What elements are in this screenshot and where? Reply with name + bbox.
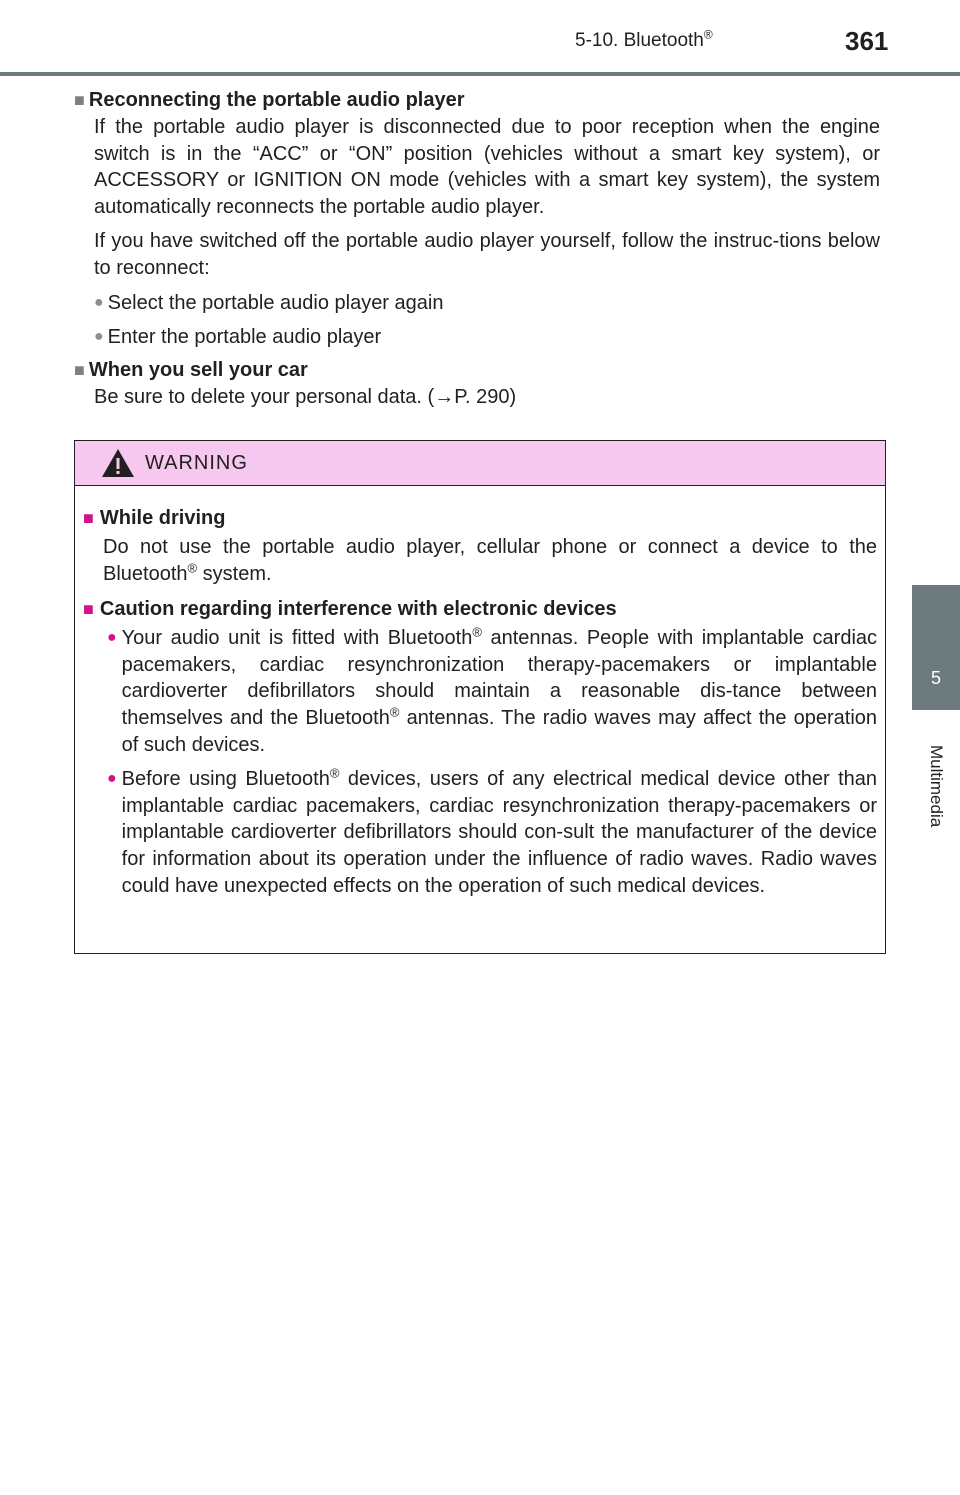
paragraph: If you have switched off the portable audio player yourself, follow the instruc-tions below to reconnect: — [94, 230, 880, 279]
circle-bullet-icon: ● — [94, 327, 104, 345]
main-content — [74, 86, 880, 410]
warning-body — [75, 486, 885, 899]
topic-heading: ■ Reconnecting the portable audio player — [74, 86, 880, 114]
circle-bullet-icon: ● — [94, 293, 104, 311]
warning-triangle-icon — [101, 448, 135, 478]
warning-section-heading: ■ While driving — [83, 504, 877, 532]
warning-list-item: ● Your audio unit is fitted with Bluetooth® antennas. People with implantable cardiac pacemakers, cardiac resynchronization therapy-pacemakers or implantable cardioverter defibrillators should maintain a reasonable dis-tance between themselves and the Bluetooth® antennas. The radio waves may affect the operation of such devices. — [107, 625, 877, 758]
paragraph: If the portable audio player is disconnected due to poor reception when the engine switch is in the “ACC” or “ON” position (vehicles without a smart key system), or ACCESSORY or IGNITION ON mode (vehicles with a smart key system), the system automatically reconnects the portable audio player. — [94, 116, 880, 218]
circle-bullet-icon: ● — [107, 770, 117, 788]
list-item: ● Enter the portable audio player — [94, 325, 382, 348]
chapter-label: Multimedia — [927, 745, 946, 828]
square-bullet-icon: ■ — [74, 359, 85, 380]
warning-section-heading: ■ Caution regarding interference with electronic devices — [83, 595, 877, 623]
list-item: ● Select the portable audio player again — [94, 291, 444, 314]
square-bullet-icon: ■ — [83, 508, 94, 528]
warning-header — [75, 441, 885, 486]
chapter-number: 5 — [930, 668, 941, 688]
header-rule — [0, 72, 960, 76]
circle-bullet-icon: ● — [107, 629, 117, 647]
square-bullet-icon: ■ — [74, 90, 85, 110]
page-number: 361 — [845, 26, 889, 56]
square-bullet-icon: ■ — [83, 599, 94, 620]
topic-heading: ■ When you sell your car — [74, 356, 880, 384]
warning-paragraph: Do not use the portable audio player, cellular phone or connect a device to the Bluetooth® system. — [103, 536, 877, 585]
warning-list-item: ● Before using Bluetooth® devices, users of any electrical medical device other than implantable cardiac pacemakers, cardiac resynchronization therapy-pacemakers or implantable cardioverter defibrillators should con-sult the manufacturer of the device for information about its operation under the influence of radio waves. Radio waves could have unexpected effects on the operation of such medical devices. — [107, 766, 877, 899]
warning-title: WARNING — [145, 451, 248, 474]
paragraph: Be sure to delete your personal data. (→P. 290) — [94, 385, 517, 408]
section-title: 5-10. Bluetooth® — [575, 27, 713, 51]
warning-box — [74, 440, 886, 954]
